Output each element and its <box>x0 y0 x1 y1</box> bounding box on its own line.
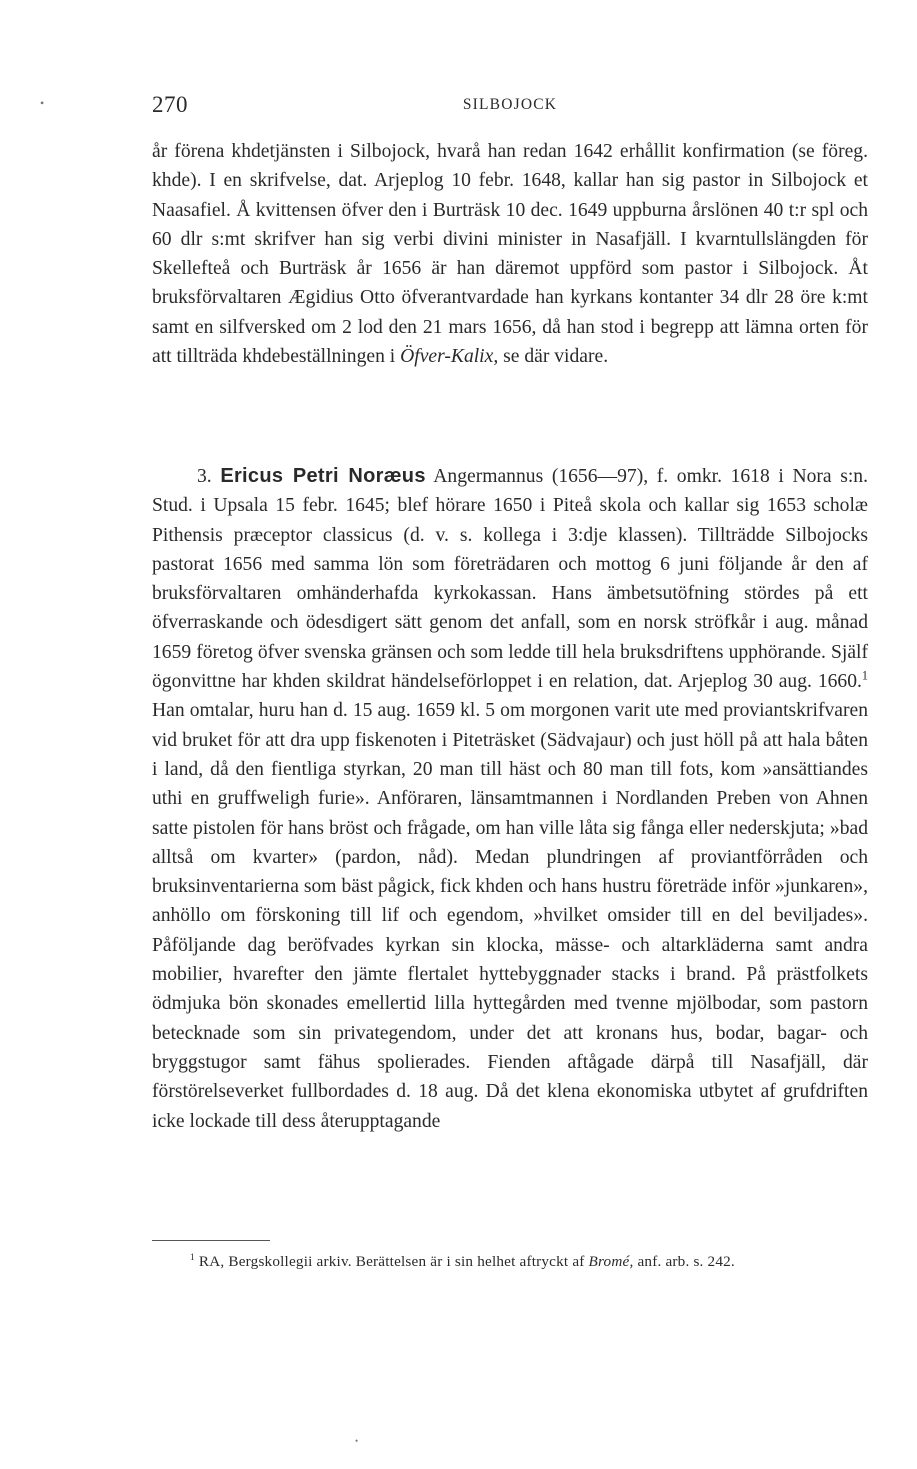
page-number: 270 <box>152 92 188 117</box>
paragraph-text-end: se där vidare. <box>498 346 609 368</box>
entry-name: Ericus Petri Noræus <box>220 465 426 487</box>
paragraph-continuation <box>152 137 868 371</box>
margin-dot-mark: • <box>40 96 45 110</box>
entry-number: 3. <box>197 466 212 487</box>
footnote-marker: 1 <box>190 1252 195 1263</box>
page-header <box>152 92 868 122</box>
footnote-author-italic: Bromé, <box>588 1253 634 1270</box>
paragraph-entry-3 <box>152 462 868 1136</box>
paragraph-text: år förena khdetjänsten i Silbojock, hvarå han redan 1642 erhållit konfirmation (se föreg. khde). I en skrifvelse, dat. Arjeplog 10 febr. 1648, kallar han sig pastor in Silbojock et Naasafiel. Å kvittensen öfver den i Burträsk 10 dec. 1649 uppburna årslönen 40 t:r spl och 60 dlr s:mt skrifver han sig verbi divini minister in Nasafjäll. I kvarntullslängden för Skellefteå och Burträsk år 1656 är han däremot uppförd som pastor i Silbojock. Åt bruksförvaltaren Ægidius Otto öfverantvardade han kyrkans kontanter 34 dlr 28 öre k:mt samt en silfversked om 2 lod den 21 mars 1656, då han stod i begrepp att lämna orten för att tillträda khdebeställningen i <box>152 141 868 368</box>
footnote-rule <box>152 1240 270 1241</box>
footnote-text-end: anf. arb. s. 242. <box>633 1253 735 1270</box>
footnote <box>152 1251 868 1273</box>
footnote-text: RA, Bergskollegii arkiv. Berättelsen är i sin helhet aftryckt af <box>194 1253 589 1270</box>
place-name-italic: Öfver-Kalix, <box>400 346 499 368</box>
bottom-dot-mark: • <box>355 1436 359 1446</box>
footnote-reference: 1 <box>861 668 868 683</box>
running-title: SILBOJOCK <box>462 96 558 113</box>
entry-text-continued: Han omtalar, huru han d. 15 aug. 1659 kl. 5 om morgonen varit ute med proviantskrifvaren vid bruket för att dra upp fiskenoten i Piteträsket (Sädvajaur) och just höll på att hala båten i land, då den fientliga styrkan, 20 man till häst och 80 man till fots, kom »ansättiandes uthi en gruffweligh furie». Anföraren, länsamtmannen i Nordlanden Preben von Ahnen satte pistolen för hans bröst och frågade, om han ville låta sig fånga eller nederskjuta; »bad alltså om kvarter» (pardon, nåd). Medan plundringen af proviantförråden och bruksinventarierna som bäst pågick, fick khden och hans hustru företräde inför »junkaren», anhöllo om förskoning till lif och egendom, »hvilket omsider till en del beviljades». Påföljande dag beröfvades kyrkan sin klocka, mässe- och altarkläderna samt andra mobilier, hvarefter den jämte flertalet hyttebyggnader stacks i brand. På prästfolkets ödmjuka bön skonades emellertid lilla hyttegården med tvenne mjölbodar, som pastorn betecknade som sin privategendom, under det att kronans hus, bodar, bagar- och bryggstugor samt fähus spolierades. Fienden aftågade därpå till Nasafjäll, där förstörelseverket fullbordades d. 18 aug. Då det klena ekonomiska utbytet af grufdriften icke lockade till dess återupptagande <box>152 700 868 1132</box>
entry-text: Angermannus (1656—97), f. omkr. 1618 i Nora s:n. Stud. i Upsala 15 febr. 1645; blef hörare 1650 i Piteå skola och kallar sig 1653 scholæ Pithensis præceptor classicus (d. v. s. kollega i 3:dje klassen). Tillträdde Silbojocks pastorat 1656 med samma lön som företrädaren och mottog 6 juni följande år den af bruksförvaltaren omhänderhafda kyrkokassan. Hans ämbetsutöfning stördes på ett öfverraskande och ödesdigert sätt genom det anfall, som en norsk ströfkår i aug. månad 1659 företog öfver svenska gränsen och som ledde till hela bruksdriftens upphörande. Själf ögonvittne har khden skildrat händelseförloppet i en relation, dat. Arjeplog 30 aug. 1660. <box>152 466 868 693</box>
